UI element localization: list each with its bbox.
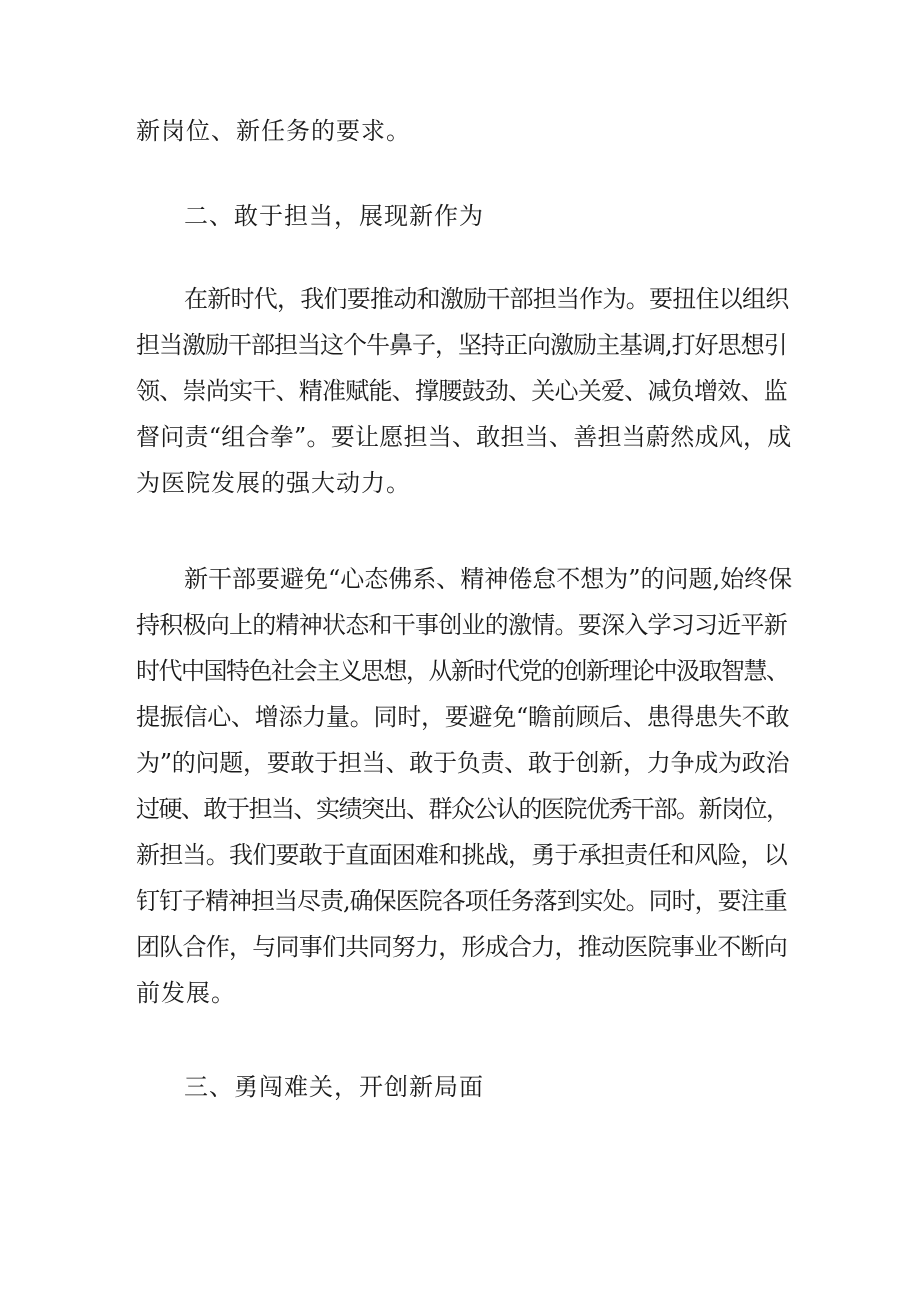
- paragraph-2-line: 钉钉子精神担当尽责,确保医院各项任务落到实处。同时，要注重: [136, 887, 787, 915]
- paragraph-2-line: 为”的问题，要敢于担当、敢于负责、敢于创新，力争成为政治: [136, 749, 790, 777]
- intro-tail-paragraph: [136, 108, 792, 154]
- section-2-heading: [136, 193, 792, 239]
- paragraph-1-line: 在新时代，我们要推动和激励干部担当作为。要扭住以组织: [184, 285, 789, 313]
- paragraph-2-line: 过硬、敢于担当、实绩突出、群众公认的医院优秀干部。新岗位，: [136, 795, 789, 823]
- paragraph-1-line: 为医院发展的强大动力。: [136, 469, 411, 497]
- paragraph-2: [136, 556, 792, 1016]
- paragraph-1-line: 督问责“组合拳”。要让愿担当、敢担当、善担当蔚然成风，成: [136, 423, 792, 451]
- paragraph-1: [136, 276, 792, 506]
- section-3-heading: [136, 1064, 792, 1110]
- paragraph-2-line: 新干部要避免“心态佛系、精神倦怠不想为”的问题,始终保: [184, 565, 793, 593]
- paragraph-2-line: 持积极向上的精神状态和干事创业的激情。要深入学习习近平新: [136, 611, 787, 639]
- paragraph-2-line: 提振信心、增添力量。同时，要避免“瞻前顾后、患得患失不敢: [136, 703, 790, 731]
- paragraph-2-line: 团队合作，与同事们共同努力，形成合力，推动医院事业不断向: [136, 933, 787, 961]
- paragraph-2-line: 前发展。: [136, 979, 236, 1007]
- section-2-heading-text: 二、敢于担当，展现新作为: [184, 202, 484, 230]
- section-3-heading-text: 三、勇闯难关，开创新局面: [184, 1073, 484, 1101]
- paragraph-2-line: 新担当。我们要敢于直面困难和挑战，勇于承担责任和风险，以: [136, 841, 787, 869]
- paragraph-1-line: 领、崇尚实干、精准赋能、撑腰鼓劲、关心关爱、减负增效、监: [136, 377, 787, 405]
- intro-tail-line: 新岗位、新任务的要求。: [136, 117, 411, 145]
- paragraph-2-line: 时代中国特色社会主义思想，从新时代党的创新理论中汲取智慧、: [136, 657, 789, 685]
- paragraph-1-line: 担当激励干部担当这个牛鼻子，坚持正向激励主基调,打好思想引: [136, 331, 787, 359]
